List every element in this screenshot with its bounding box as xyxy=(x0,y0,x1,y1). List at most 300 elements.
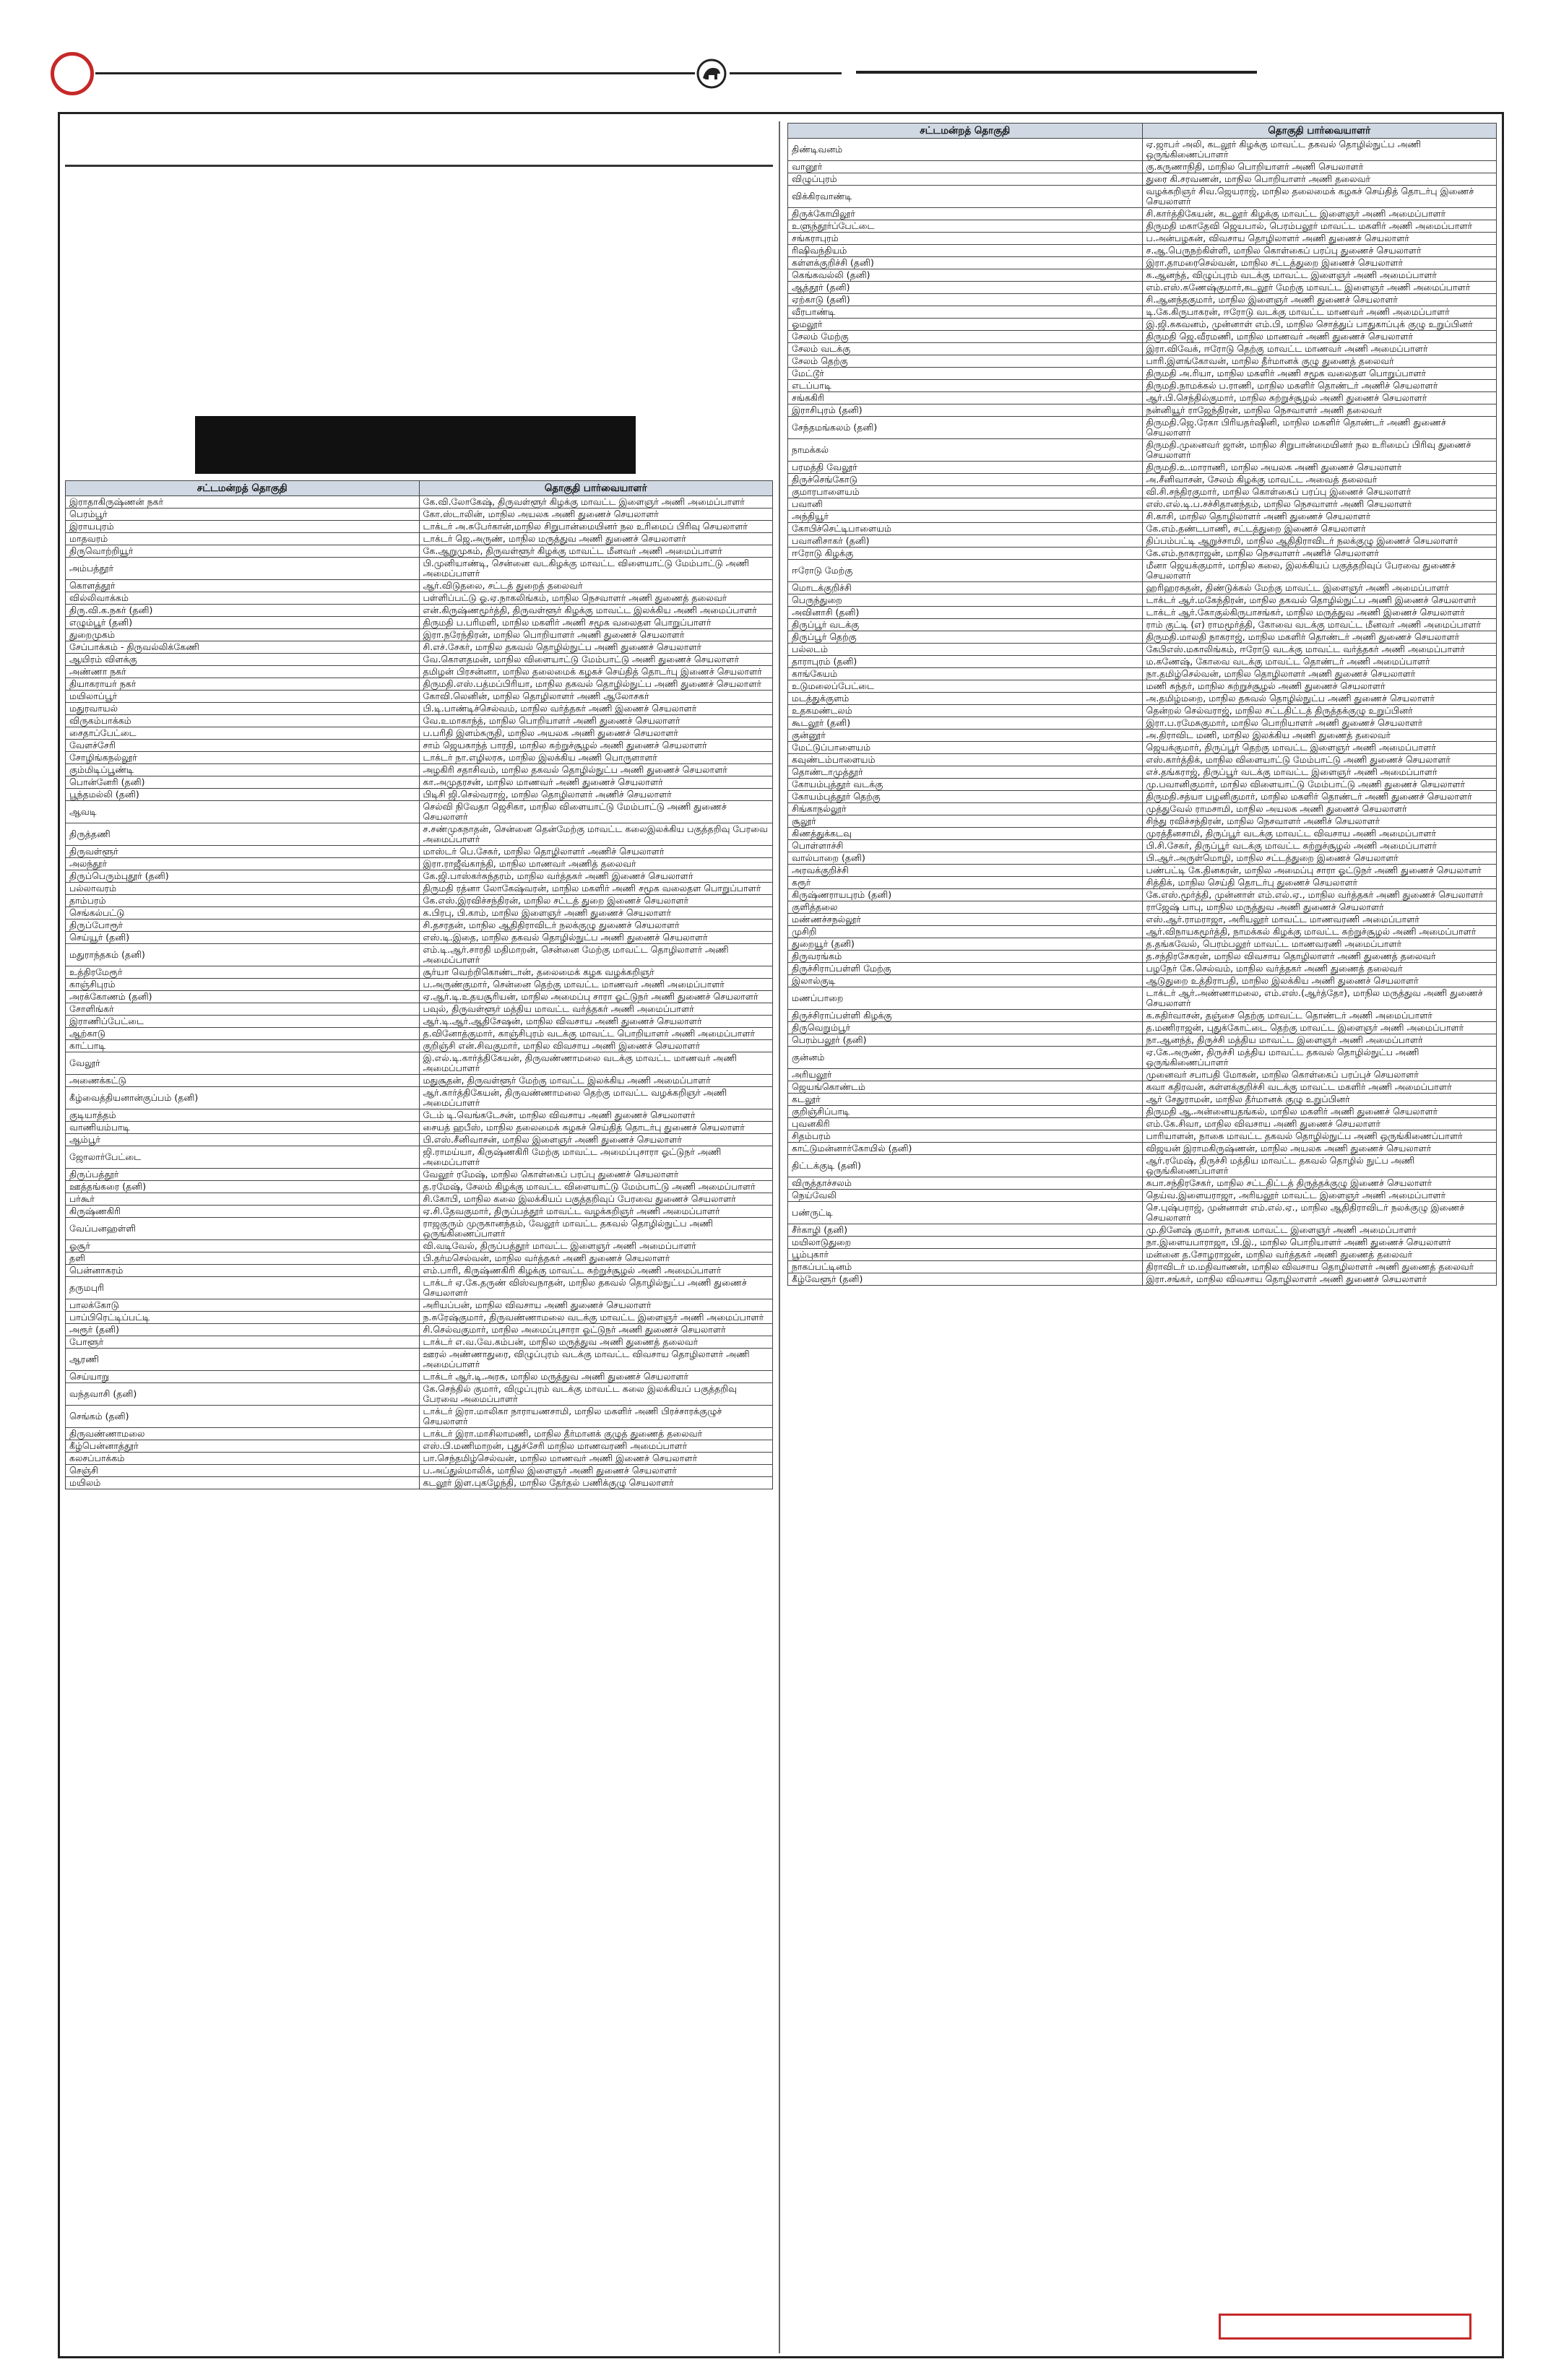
observer-cell: ஆர்.விநாயகமூர்த்தி, நாமக்கல் கிழக்கு மாவட்ட சுற்றுச்சூழல் அணி அமைப்பாளர் xyxy=(1142,926,1497,938)
observer-cell: மு.பவானிகுமார், மாநில விளையாட்டு மேம்பாட்டு அணி துணைச் செயலாளர் xyxy=(1142,779,1497,791)
table-row xyxy=(788,1249,1497,1261)
observer-cell: வே.கொளதமன், மாநில விளையாட்டு மேம்பாட்டு அணி துணைச் செயலாளர் xyxy=(419,654,773,666)
constituency-cell: குன்னூர் xyxy=(788,730,1143,742)
table-row xyxy=(788,306,1497,319)
table-row xyxy=(788,1155,1497,1177)
table-row xyxy=(66,991,773,1003)
table-row xyxy=(66,801,773,823)
constituency-cell: பொள்ளாச்சி xyxy=(788,840,1143,852)
table-row xyxy=(788,355,1497,368)
observer-cell: டாக்டர் ஆர்.டி.அரசு, மாநில மருத்துவ அணி துணைச் செயலாளர் xyxy=(419,1371,773,1383)
constituency-cell: துறைமுகம் xyxy=(66,629,420,641)
constituency-cell: பெரம்பலூர் (தனி) xyxy=(788,1034,1143,1047)
table-row xyxy=(788,705,1497,717)
table-row xyxy=(788,548,1497,560)
constituency-cell: மணப்பாறை xyxy=(788,987,1143,1010)
constituency-cell: தாராபுரம் (தனி) xyxy=(788,656,1143,668)
constituency-cell: கீழ்வேளூர் (தனி) xyxy=(788,1273,1143,1286)
table-row xyxy=(788,1202,1497,1224)
table-row xyxy=(788,269,1497,282)
constituency-cell: ஆத்தூர் (தனி) xyxy=(788,282,1143,294)
observer-cell: முனைவர் சபாபதி மோகன், மாநில கொள்கைப் பரப்புச் செயலாளர் xyxy=(1142,1069,1497,1081)
observer-cell: க.பிரபு, பி.காம், மாநில இளைஞர் அணி துணைச் செயலாளர் xyxy=(419,907,773,919)
table-row xyxy=(66,1040,773,1052)
table-row xyxy=(788,815,1497,828)
constituency-cell: ஆவடி xyxy=(66,801,420,823)
column-header-constituency: சட்டமன்றத் தொகுதி xyxy=(788,124,1143,139)
observer-cell: வி.வடிவேல், திருப்பத்தூர் மாவட்ட இளைஞர் அணி அமைப்பாளர் xyxy=(419,1240,773,1252)
observer-cell: இ.எல்.டி.கார்த்திகேயன், திருவண்ணாமலை வடக்கு மாவட்ட மாணவர் அணி அமைப்பாளர் xyxy=(419,1052,773,1075)
table-row xyxy=(788,1273,1497,1286)
table-row xyxy=(788,901,1497,914)
observer-cell: கோ.ஸ்டாலின், மாநில அயலக அணி துணைச் செயலாளர் xyxy=(419,509,773,521)
table-row xyxy=(788,1034,1497,1047)
observer-cell: நா.தமிழ்செல்வன், மாநில தொழிலாளர் அணி துணைச் செயலாளர் xyxy=(1142,668,1497,680)
table-row xyxy=(66,944,773,966)
table-row xyxy=(788,803,1497,815)
constituency-cell: சேலம் மேற்கு xyxy=(788,331,1143,343)
constituency-cell: அந்தியூர் xyxy=(788,511,1143,523)
constituency-cell: வந்தவாசி (தனி) xyxy=(66,1383,420,1406)
observer-cell: சி.ஆனந்தகுமார், மாநில இளைஞர் அணி துணைச் செயலாளர் xyxy=(1142,294,1497,306)
observer-cell: சையத் ஹபீஸ், மாநில தலைமைக் கழகச் செய்தித் தொடர்பு துணைச் செயலாளர் xyxy=(419,1122,773,1134)
observer-cell: முரத்தீனசாமி, திருப்பூர் வடக்கு மாவட்ட விவசாய அணி அமைப்பாளர் xyxy=(1142,828,1497,840)
observer-cell: தென்றல் செல்வராஜ், மாநில சட்டதிட்டத் திருத்தக்குழு உறுப்பினர் xyxy=(1142,705,1497,717)
right-column xyxy=(787,121,1497,2353)
observer-cell: மணி சுந்தர், மாநில சுற்றுச்சூழல் அணி துணைச் செயலாளர் xyxy=(1142,680,1497,693)
constituency-cell: முசிறி xyxy=(788,926,1143,938)
observer-cell: கே.செந்தில் குமார், விழுப்புரம் வடக்கு மாவட்ட கலை இலக்கியப் பகுத்தறிவு பேரவை அமைப்பாளர் xyxy=(419,1383,773,1406)
table-row xyxy=(66,727,773,740)
constituency-cell: கும்மிடிப்பூண்டி xyxy=(66,764,420,776)
table-row xyxy=(788,938,1497,951)
table-row xyxy=(788,730,1497,742)
constituency-cell: செங்கம் (தனி) xyxy=(66,1406,420,1428)
observers-table-right xyxy=(787,123,1497,1286)
table-row xyxy=(788,644,1497,656)
constituency-cell: அலந்தூர் xyxy=(66,858,420,870)
heading-banner xyxy=(195,416,636,474)
constituency-cell: திருக்கோயிலூர் xyxy=(788,208,1143,220)
table-row xyxy=(66,592,773,605)
constituency-cell: திருச்சிராப்பள்ளி கிழக்கு xyxy=(788,1010,1143,1022)
observer-cell: பி.ஆர்.அருள்மொழி, மாநில சட்டத்துறை இணைச் செயலாளர் xyxy=(1142,852,1497,865)
table-row xyxy=(66,1371,773,1383)
observer-cell: ம.கணேஷ், கோவை வடக்கு மாவட்ட தொண்டர் அணி அமைப்பாளர் xyxy=(1142,656,1497,668)
table-row xyxy=(66,1052,773,1075)
table-row xyxy=(788,926,1497,938)
constituency-cell: அம்பத்தூர் xyxy=(66,558,420,580)
observer-cell: திருமதி.ஜெ.ரேகா பிரியதர்ஷினி, மாநில மகளிர் தொண்டர் அணி துணைச் செயலாளர் xyxy=(1142,417,1497,439)
table-row xyxy=(66,1299,773,1312)
table-row xyxy=(66,715,773,727)
table-row xyxy=(788,1047,1497,1069)
constituency-cell: கொளத்தூர் xyxy=(66,580,420,592)
observer-cell: திருமதி.முனைவர் ஜான், மாநில சிறுபான்மையினர் நல உரிமைப் பிரிவு துணைச் செயலாளர் xyxy=(1142,439,1497,462)
observer-cell: ராஜேஷ் பாபு, மாநில மருத்துவ அணி துணைச் செயலாளர் xyxy=(1142,901,1497,914)
table-row xyxy=(66,883,773,895)
observer-cell: இரா.சங்கர், மாநில விவசாய தொழிலாளர் அணி துணைச் செயலாளர் xyxy=(1142,1273,1497,1286)
constituency-cell: விருகம்பாக்கம் xyxy=(66,715,420,727)
observer-cell: ஆர்.விடுதலை, சட்டத் துறைத் தலைவர் xyxy=(419,580,773,592)
constituency-cell: திரு.வி.க.நகர் (தனி) xyxy=(66,605,420,617)
observer-cell: டாக்டர் ஆர்.கோகுல்கிருபாசங்கர், மாநில மருத்துவ அணி இணைச் செயலாளர் xyxy=(1142,607,1497,619)
constituency-cell: செய்யாறு xyxy=(66,1371,420,1383)
constituency-cell: பவானி xyxy=(788,498,1143,511)
observer-cell: சித்திக், மாநில செய்தி தொடர்பு துணைச் செயலாளர் xyxy=(1142,877,1497,889)
observer-cell: கு.கருணாநிதி, மாநில பொறியாளர் அணி செயலாளர் xyxy=(1142,161,1497,173)
table-row xyxy=(788,607,1497,619)
constituency-cell: கிருஷ்ணகிரி xyxy=(66,1206,420,1218)
constituency-cell: திருவள்ளூர் xyxy=(66,846,420,858)
observer-cell: திப்பம்பட்டி ஆறுச்சாமி, மாநில ஆதிதிராவிடர் நலக்குழு இணைச் செயலாளர் xyxy=(1142,535,1497,548)
table-row xyxy=(66,605,773,617)
observer-cell: கா.அமுதரசன், மாநில மாணவர் அணி துணைச் செயலாளர் xyxy=(419,776,773,789)
constituency-cell: உதகமண்டலம் xyxy=(788,705,1143,717)
observer-cell: இ.ஜி.சுகவனம், முன்னாள் எம்.பி, மாநில சொத்துப் பாதுகாப்புக் குழு உறுப்பினர் xyxy=(1142,319,1497,331)
constituency-cell: மதுராந்தகம் (தனி) xyxy=(66,944,420,966)
table-row xyxy=(66,1477,773,1489)
observer-cell: இரா.தாமரைசெல்வன், மாநில சட்டத்துறை இணைச் செயலாளர் xyxy=(1142,257,1497,269)
constituency-cell: அரூர் (தனி) xyxy=(66,1324,420,1336)
table-body xyxy=(788,139,1497,1286)
constituency-cell: குமாரபாளையம் xyxy=(788,486,1143,498)
table-row xyxy=(66,666,773,678)
constituency-cell: மயிலாப்பூர் xyxy=(66,691,420,703)
observer-cell: நா.ஆனந்த், திருச்சி மத்திய மாவட்ட இளைஞர் அணி அமைப்பாளர் xyxy=(1142,1034,1497,1047)
table-row xyxy=(66,1075,773,1087)
table-row xyxy=(66,1312,773,1324)
constituency-cell: சேப்பாக்கம் - திருவல்லிக்கேணி xyxy=(66,641,420,654)
observer-cell: தெய்வ.இளையராஜா, அரியலூர் மாவட்ட இளைஞர் அணி அமைப்பாளர் xyxy=(1142,1190,1497,1202)
constituency-cell: ஜெயங்கொண்டம் xyxy=(788,1081,1143,1094)
table-row xyxy=(788,186,1497,208)
table-row xyxy=(788,779,1497,791)
constituency-cell: மதுரவாயல் xyxy=(66,703,420,715)
table-row xyxy=(788,439,1497,462)
observer-cell: மதுசூதன், திருவள்ளூர் மேற்கு மாவட்ட இலக்கிய அணி அமைப்பாளர் xyxy=(419,1075,773,1087)
table-row xyxy=(66,1193,773,1206)
constituency-cell: செங்கல்பட்டு xyxy=(66,907,420,919)
constituency-cell: சோழிங்கநல்லூர் xyxy=(66,752,420,764)
constituency-cell: திருப்பெரும்புதூர் (தனி) xyxy=(66,870,420,883)
table-row xyxy=(788,1081,1497,1094)
observer-cell: எஸ்.எல்.டி.ப.சச்சிதானந்தம், மாநில நெசவாளர் அணி செயலாளர் xyxy=(1142,498,1497,511)
constituency-cell: பெருந்துறை xyxy=(788,594,1143,607)
observer-cell: திருமதி ரத்னா லோகேஷ்வரன், மாநில மகளிர் அணி சமூக வலைதள பொறுப்பாளர் xyxy=(419,883,773,895)
constituency-cell: பூம்புகார் xyxy=(788,1249,1143,1261)
constituency-cell: ஏற்காடு (தனி) xyxy=(788,294,1143,306)
table-row xyxy=(788,245,1497,257)
observer-cell: ஆர்.பி.செந்தில்குமார், மாநில சுற்றுச்சூழல் அணி துணைச் செயலாளர் xyxy=(1142,392,1497,404)
constituency-cell: உத்திரமேரூர் xyxy=(66,966,420,979)
observer-cell: ஏ.ஆர்.டி.உதயசூரியன், மாநில அமைப்பு சாரா ஓட்டுநர் அணி துணைச் செயலாளர் xyxy=(419,991,773,1003)
column-header-observer: தொகுதி பார்வையாளர் xyxy=(419,481,773,496)
table-row xyxy=(788,1143,1497,1155)
observer-cell: ச.சண்முகநாதன், சென்னை தென்மேற்கு மாவட்ட கலைஇலக்கிய பகுத்தறிவு பேரவை அமைப்பாளர் xyxy=(419,823,773,846)
constituency-cell: கடலூர் xyxy=(788,1094,1143,1106)
table-row xyxy=(66,617,773,629)
table-row xyxy=(66,1016,773,1028)
table-row xyxy=(66,1465,773,1477)
table-row xyxy=(66,1406,773,1428)
table-row xyxy=(788,208,1497,220)
constituency-cell: திருச்சிராப்பள்ளி மேற்கு xyxy=(788,963,1143,975)
constituency-cell: மடத்துக்குளம் xyxy=(788,693,1143,705)
table-row xyxy=(788,535,1497,548)
constituency-cell: காட்டுமன்னார்கோயில் (தனி) xyxy=(788,1143,1143,1155)
constituency-cell: உளுந்தூர்ப்பேட்டை xyxy=(788,220,1143,233)
constituency-cell: பல்லாவரம் xyxy=(66,883,420,895)
observer-cell: டாக்டர் இரா.மாசிலாமணி, மாநில தீர்மானக் குழுத் துணைத் தலைவர் xyxy=(419,1428,773,1440)
table-row xyxy=(66,764,773,776)
constituency-cell: சோளிங்கர் xyxy=(66,1003,420,1016)
constituency-cell: சைதாப்பேட்டை xyxy=(66,727,420,740)
table-row xyxy=(788,282,1497,294)
constituency-cell: தொண்டாமுத்தூர் xyxy=(788,766,1143,779)
table-row xyxy=(788,619,1497,631)
table-row xyxy=(788,963,1497,975)
observer-cell: கே.எம்.நாகராஜன், மாநில நெசவாளர் அணிச் செயலாளர் xyxy=(1142,548,1497,560)
constituency-cell: நெய்வேலி xyxy=(788,1190,1143,1202)
constituency-cell: திருவண்ணாமலை xyxy=(66,1428,420,1440)
constituency-cell: சேலம் வடக்கு xyxy=(788,343,1143,355)
observer-cell: டி.கே.கிருபாகரன், ஈரோடு வடக்கு மாவட்ட மாணவர் அணி அமைப்பாளர் xyxy=(1142,306,1497,319)
observer-cell: சி.காசி, மாநில தொழிலாளர் அணி துணைச் செயலாளர் xyxy=(1142,511,1497,523)
table-row xyxy=(788,680,1497,693)
table-row xyxy=(788,1261,1497,1273)
constituency-cell: பெரம்பூர் xyxy=(66,509,420,521)
observer-cell: ப.பரிதி இளம்சுருதி, மாநில அயலக அணி துணைச் செயலாளர் xyxy=(419,727,773,740)
observer-cell: ஏ.ஜாபர் அலி, கடலூர் கிழக்கு மாவட்ட தகவல் தொழில்நுட்ப அணி ஒருங்கிணைப்பாளர் xyxy=(1142,139,1497,161)
observer-cell: எஸ்.கார்த்திக், மாநில விளையாட்டு மேம்பாட்டு அணி துணைச் செயலாளர் xyxy=(1142,754,1497,766)
constituency-cell: காங்கேயம் xyxy=(788,668,1143,680)
observer-cell: ஹரிஹரசுதன், திண்டுக்கல் மேற்கு மாவட்ட இளைஞர் அணி அமைப்பாளர் xyxy=(1142,582,1497,594)
observer-cell: டாக்டர் ஏ.கே.தருண் விஸ்வநாதன், மாநில தகவல் தொழில்நுட்ப அணி துணைச் செயலாளர் xyxy=(419,1277,773,1299)
observer-cell: நா.இளையபாராஜா, பி.இ., மாநில பொறியாளர் அணி துணைச் செயலாளர் xyxy=(1142,1237,1497,1249)
observer-cell: செல்வி நிவேதா ஜெசிகா, மாநில விளையாட்டு மேம்பாட்டு அணி துணைச் செயலாளர் xyxy=(419,801,773,823)
observer-cell: வே.உமாகாந்த், மாநில பொறியாளர் அணி துணைச் செயலாளர் xyxy=(419,715,773,727)
table-row xyxy=(66,1109,773,1122)
table-row xyxy=(66,1252,773,1265)
observer-cell: ராஜகுரும் முருகானந்தம், வேலூர் மாவட்ட தகவல் தொழில்நுட்ப அணி ஒருங்கிணைப்பாளர் xyxy=(419,1218,773,1240)
constituency-cell: தருமபுரி xyxy=(66,1277,420,1299)
observer-cell: பாரி.இளங்கோவன், மாநில தீர்மானக் குழு துணைத் தலைவர் xyxy=(1142,355,1497,368)
table-row xyxy=(66,1003,773,1016)
masthead-rule xyxy=(856,71,1257,74)
constituency-cell: இராதாகிருஷ்ணன் நகர் xyxy=(66,496,420,509)
observer-cell: க.ஆனந்த், விழுப்புரம் வடக்கு மாவட்ட இளைஞர் அணி அமைப்பாளர் xyxy=(1142,269,1497,282)
constituency-cell: கீழ்பென்னாத்தூர் xyxy=(66,1440,420,1453)
constituency-cell: திருப்பூர் தெற்கு xyxy=(788,631,1143,644)
constituency-cell: கோயம்புத்தூர் வடக்கு xyxy=(788,779,1143,791)
table-row xyxy=(788,380,1497,392)
observer-cell: ஆர் சேதுராமன், மாநில தீர்மானக் குழு உறுப்பினர் xyxy=(1142,1094,1497,1106)
table-header-row xyxy=(788,124,1497,139)
observer-cell: பி.சி.சேகர், திருப்பூர் வடக்கு மாவட்ட சுற்றுச்சூழல் அணி அமைப்பாளர் xyxy=(1142,840,1497,852)
observer-cell: டாக்டர் நா.எழிலரசு, மாநில இலக்கிய அணி பொருளாளர் xyxy=(419,752,773,764)
table-row xyxy=(788,631,1497,644)
table-row xyxy=(788,319,1497,331)
column-header-constituency: சட்டமன்றத் தொகுதி xyxy=(66,481,420,496)
table-row xyxy=(66,1277,773,1299)
observer-cell: த.வினோத்குமார், காஞ்சிபுரம் வடக்கு மாவட்ட பொறியாளர் அணி அமைப்பாளர் xyxy=(419,1028,773,1040)
constituency-cell: செய்யூர் (தனி) xyxy=(66,932,420,944)
observer-cell: திராவிடர் ம.மதிவாணன், மாநில விவசாய தொழிலாளர் அணி துணைத் தலைவர் xyxy=(1142,1261,1497,1273)
constituency-cell: திருத்தணி xyxy=(66,823,420,846)
table-row xyxy=(788,951,1497,963)
table-row xyxy=(66,789,773,801)
table-row xyxy=(788,523,1497,535)
table-row xyxy=(66,1169,773,1181)
table-row xyxy=(66,1428,773,1440)
table-row xyxy=(66,932,773,944)
constituency-cell: கலசப்பாக்கம் xyxy=(66,1453,420,1465)
constituency-cell: கூடலூர் (தனி) xyxy=(788,717,1143,730)
constituency-cell: திருப்போரூர் xyxy=(66,919,420,932)
constituency-cell: பாப்பிரெட்டிப்பட்டி xyxy=(66,1312,420,1324)
observer-cell: சாம் ஜெயகாந்த் பாரதி, மாநில சுற்றுச்சூழல் அணி துணைச் செயலாளர் xyxy=(419,740,773,752)
left-column xyxy=(65,121,773,2353)
table-row xyxy=(788,257,1497,269)
observer-cell: கே.எஸ்.இரவிச்சந்திரன், மாநில சட்டத் துறை இணைச் செயலாளர் xyxy=(419,895,773,907)
observer-cell: சி.எச்.சேகர், மாநில தகவல் தொழில்நுட்ப அணி துணைச் செயலாளர் xyxy=(419,641,773,654)
constituency-cell: மயிலம் xyxy=(66,1477,420,1489)
constituency-cell: திண்டிவனம் xyxy=(788,139,1143,161)
table-row xyxy=(66,1240,773,1252)
table-row xyxy=(788,404,1497,417)
constituency-cell: காட்பாடி xyxy=(66,1040,420,1052)
constituency-cell: சூலூர் xyxy=(788,815,1143,828)
constituency-cell: ஆற்காடு xyxy=(66,1028,420,1040)
table-row xyxy=(66,752,773,764)
observer-cell: ஆர்.டி.ஆர்.ஆதிசேஷன், மாநில விவசாய அணி துணைச் செயலாளர் xyxy=(419,1016,773,1028)
table-row xyxy=(788,1118,1497,1130)
observer-cell: பழநேர் கே.செல்வம், மாநில வர்த்தகர் அணி துணைத் தலைவர் xyxy=(1142,963,1497,975)
constituency-cell: ஆயிரம் விளக்கு xyxy=(66,654,420,666)
masthead xyxy=(0,0,1543,108)
constituency-cell: புவனகிரி xyxy=(788,1118,1143,1130)
table-body xyxy=(66,496,773,1489)
table-row xyxy=(788,877,1497,889)
table-row xyxy=(788,754,1497,766)
observer-cell: எச்.தங்கராஜ், திருப்பூர் வடக்கு மாவட்ட இளைஞர் அணி அமைப்பாளர் xyxy=(1142,766,1497,779)
observer-cell: திருமதி ப.பரிமளி, மாநில மகளிர் அணி சமூக வலைதள பொறுப்பாளர் xyxy=(419,617,773,629)
constituency-cell: அரியலூர் xyxy=(788,1069,1143,1081)
table-row xyxy=(788,668,1497,680)
constituency-cell: சீர்காழி (தனி) xyxy=(788,1224,1143,1237)
table-row xyxy=(66,1453,773,1465)
constituency-cell: பொன்னேரி (தனி) xyxy=(66,776,420,789)
table-row xyxy=(66,558,773,580)
constituency-cell: திட்டக்குடி (தனி) xyxy=(788,1155,1143,1177)
table-row xyxy=(66,533,773,545)
constituency-cell: ஓமலூர் xyxy=(788,319,1143,331)
observer-cell: ப.அருண்குமார், சென்னை தெற்கு மாவட்ட மாணவர் அணி அமைப்பாளர் xyxy=(419,979,773,991)
constituency-cell: வாணியம்பாடி xyxy=(66,1122,420,1134)
table-row xyxy=(66,858,773,870)
table-row xyxy=(788,852,1497,865)
observer-cell: திருமதி.உ.மாராணி, மாநில அயலக அணி துணைச் செயலாளர் xyxy=(1142,462,1497,474)
observer-cell: சி.செல்வகுமார், மாநில அமைப்புசாரா ஓட்டுநர் அணி துணைச் செயலாளர் xyxy=(419,1324,773,1336)
observer-cell: த.சந்திரசேகரன், மாநில விவசாய தொழிலாளர் அணி துணைத் தலைவர் xyxy=(1142,951,1497,963)
table-row xyxy=(66,966,773,979)
observer-cell: த.மணிராஜன், புதுக்கோட்டை தெற்கு மாவட்ட இளைஞர் அணி அமைப்பாளர் xyxy=(1142,1022,1497,1034)
observer-cell: அ.சீனிவாசன், சேலம் கிழக்கு மாவட்ட அவைத் தலைவர் xyxy=(1142,474,1497,486)
constituency-cell: ஓசூர் xyxy=(66,1240,420,1252)
table-row xyxy=(66,678,773,691)
table-row xyxy=(788,840,1497,852)
constituency-cell: நாகப்பட்டினம் xyxy=(788,1261,1143,1273)
constituency-cell: பர்கூர் xyxy=(66,1193,420,1206)
constituency-cell: குன்னம் xyxy=(788,1047,1143,1069)
table-row xyxy=(788,139,1497,161)
constituency-cell: கவுண்டம்பாளையம் xyxy=(788,754,1143,766)
constituency-cell: வேளச்சேரி xyxy=(66,740,420,752)
table-row xyxy=(66,1218,773,1240)
observer-cell: கே.ஆறுமுகம், திருவள்ளூர் கிழக்கு மாவட்ட மீனவர் அணி அமைப்பாளர் xyxy=(419,545,773,558)
constituency-cell: துறையூர் (தனி) xyxy=(788,938,1143,951)
constituency-cell: பூந்தமல்லி (தனி) xyxy=(66,789,420,801)
observer-cell: இரா.ராஜீவ்காந்தி, மாநில மாணவர் அணித் தலைவர் xyxy=(419,858,773,870)
table-row xyxy=(66,1336,773,1349)
page-number-box xyxy=(1219,2314,1471,2340)
observers-table-left xyxy=(65,480,773,1489)
constituency-cell: வீரபாண்டி xyxy=(788,306,1143,319)
table-row xyxy=(66,1134,773,1146)
constituency-cell: அவினாசி (தனி) xyxy=(788,607,1143,619)
table-row xyxy=(788,462,1497,474)
observer-cell: ஆர்.கார்த்திகேயன், திருவண்ணாமலை தெற்கு மாவட்ட வழக்கறிஞர் அணி அமைப்பாளர் xyxy=(419,1087,773,1109)
observer-cell: எம்.பாரி, கிருஷ்ணகிரி கிழக்கு மாவட்ட சுற்றுச்சூழல் அணி அமைப்பாளர் xyxy=(419,1265,773,1277)
constituency-cell: கிருஷ்ணராயபுரம் (தனி) xyxy=(788,889,1143,901)
constituency-cell: ஈரோடு மேற்கு xyxy=(788,560,1143,582)
observer-cell: முத்துவேல் ராமசாமி, மாநில அயலக அணி துணைச் செயலாளர் xyxy=(1142,803,1497,815)
observer-cell: டாக்டர் ஆர்.மகேந்திரன், மாநில தகவல் தொழில்நுட்ப அணி இணைச் செயலாளர் xyxy=(1142,594,1497,607)
constituency-cell: திருப்பூர் வடக்கு xyxy=(788,619,1143,631)
table-row xyxy=(788,331,1497,343)
observer-cell: சுபா.சந்திரசேகர், மாநில சட்டதிட்டத் திருத்தக்குழு இணைச் செயலாளர் xyxy=(1142,1177,1497,1190)
constituency-cell: அணைக்கட்டு xyxy=(66,1075,420,1087)
constituency-cell: கள்ளக்குறிச்சி (தனி) xyxy=(788,257,1143,269)
table-row xyxy=(788,511,1497,523)
table-row xyxy=(788,1010,1497,1022)
table-row xyxy=(66,1122,773,1134)
constituency-cell: வேலூர் xyxy=(66,1052,420,1075)
table-row xyxy=(66,580,773,592)
observer-cell: மு.தினேஷ் குமார், நாகை மாவட்ட இளைஞர் அணி அமைப்பாளர் xyxy=(1142,1224,1497,1237)
table-row xyxy=(788,717,1497,730)
observer-cell: சிந்து ரவிச்சந்திரன், மாநில நெசவாளர் அணிச் செயலாளர் xyxy=(1142,815,1497,828)
constituency-cell: வில்லிவாக்கம் xyxy=(66,592,420,605)
table-row xyxy=(788,791,1497,803)
observer-cell: கேபிஎஸ்.மகாலிங்கம், ஈரோடு வடக்கு மாவட்ட வர்த்தகர் அணி அமைப்பாளர் xyxy=(1142,644,1497,656)
table-row xyxy=(788,1190,1497,1202)
observer-cell: செ.புஷ்பராஜ், முன்னாள் எம்.எல்.ஏ., மாநில ஆதிதிராவிடர் நலக்குழு இணைச் செயலாளர் xyxy=(1142,1202,1497,1224)
constituency-cell: கீழ்வைத்தியனான்குப்பம் (தனி) xyxy=(66,1087,420,1109)
observer-cell: திருமதி.மாலதி நாகராஜ், மாநில மகளிர் தொண்டர் அணி துணைச் செயலாளர் xyxy=(1142,631,1497,644)
observer-cell: பள்ளிப்பட்டு ஓ.ஏ.நாகலிங்கம், மாநில நெசவாளர் அணி துணைத் தலைவர் xyxy=(419,592,773,605)
table-row xyxy=(66,895,773,907)
constituency-cell: ஊத்தங்கரை (தனி) xyxy=(66,1181,420,1193)
table-row xyxy=(788,865,1497,877)
table-row xyxy=(788,582,1497,594)
table-row xyxy=(788,914,1497,926)
observer-cell: வி.சி.சந்திரகுமார், மாநில கொள்கைப் பரப்பு இணைச் செயலாளர் xyxy=(1142,486,1497,498)
observer-cell: திருமதி ஜெ.வீரமணி, மாநில மாணவர் அணி துணைச் செயலாளர் xyxy=(1142,331,1497,343)
table-row xyxy=(788,474,1497,486)
constituency-cell: திருவெறும்பூர் xyxy=(788,1022,1143,1034)
